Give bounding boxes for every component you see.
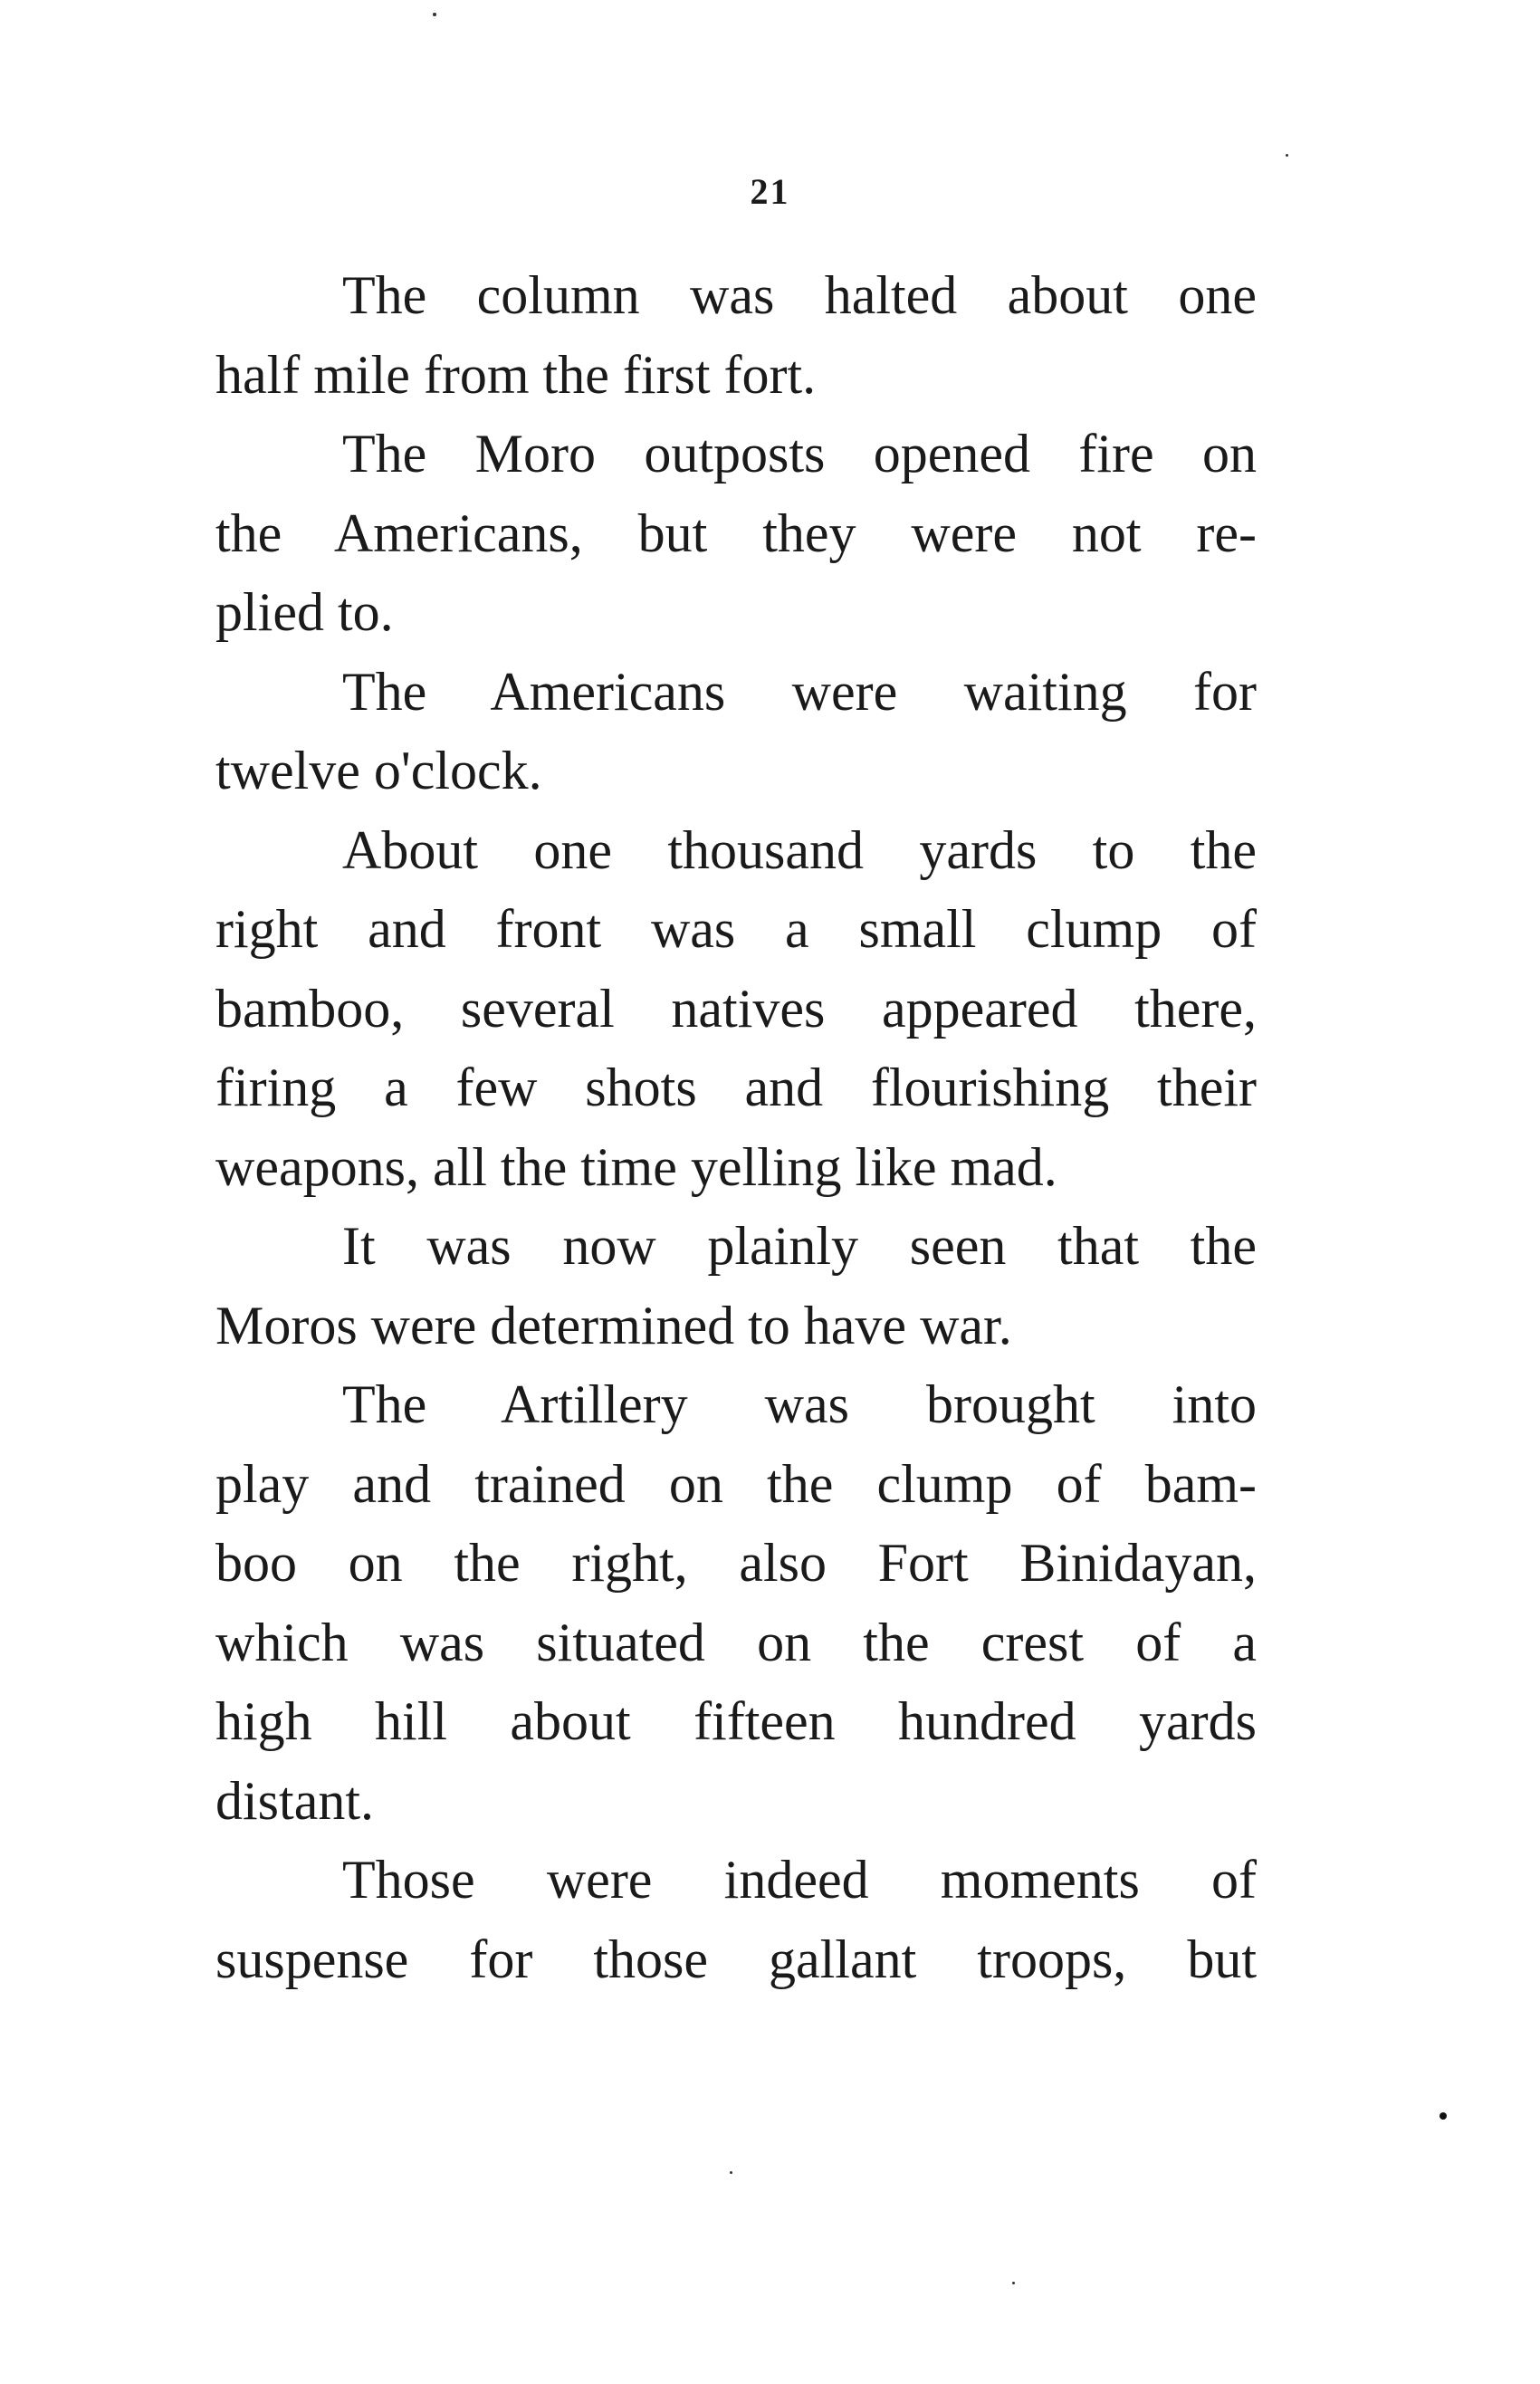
text-line: boo on the right, also Fort Binidayan,	[215, 1533, 1257, 1593]
page-speck	[1440, 2112, 1447, 2120]
text-line: Moros were determined to have war.	[215, 1295, 1012, 1355]
text-line: high hill about fifteen hundred yards	[215, 1691, 1257, 1751]
text-line: The column was halted about one	[342, 265, 1257, 325]
text-line: right and front was a small clump of	[215, 899, 1257, 959]
page-speck	[730, 2171, 732, 2174]
text-line: suspense for those gallant troops, but	[215, 1929, 1257, 1989]
text-line: The Moro outposts opened fire on	[342, 424, 1257, 484]
text-line: firing a few shots and flourishing their	[215, 1058, 1257, 1117]
text-line: About one thousand yards to the	[342, 819, 1257, 880]
text-line: distant.	[215, 1770, 374, 1831]
page-speck	[433, 13, 436, 16]
text-line: bamboo, several natives appeared there,	[215, 978, 1257, 1039]
text-line: It was now plainly seen that the	[342, 1216, 1257, 1276]
text-line: weapons, all the time yelling like mad.	[215, 1136, 1057, 1197]
text-line: The Artillery was brought into	[342, 1374, 1257, 1434]
page-speck	[1012, 2282, 1015, 2284]
text-line: plied to.	[215, 582, 394, 642]
body-text	[215, 256, 1257, 1999]
text-line: the Americans, but they were not re-	[215, 503, 1257, 563]
text-line: which was situated on the crest of a	[215, 1612, 1257, 1672]
text-line: twelve o'clock.	[215, 741, 542, 800]
page-number: 21	[750, 171, 790, 212]
text-line: The Americans were waiting for	[342, 661, 1257, 722]
text-line: half mile from the first fort.	[215, 344, 817, 405]
text-line: play and trained on the clump of bam-	[215, 1453, 1257, 1514]
text-line: Those were indeed moments of	[342, 1850, 1257, 1910]
page-speck	[1286, 154, 1288, 157]
